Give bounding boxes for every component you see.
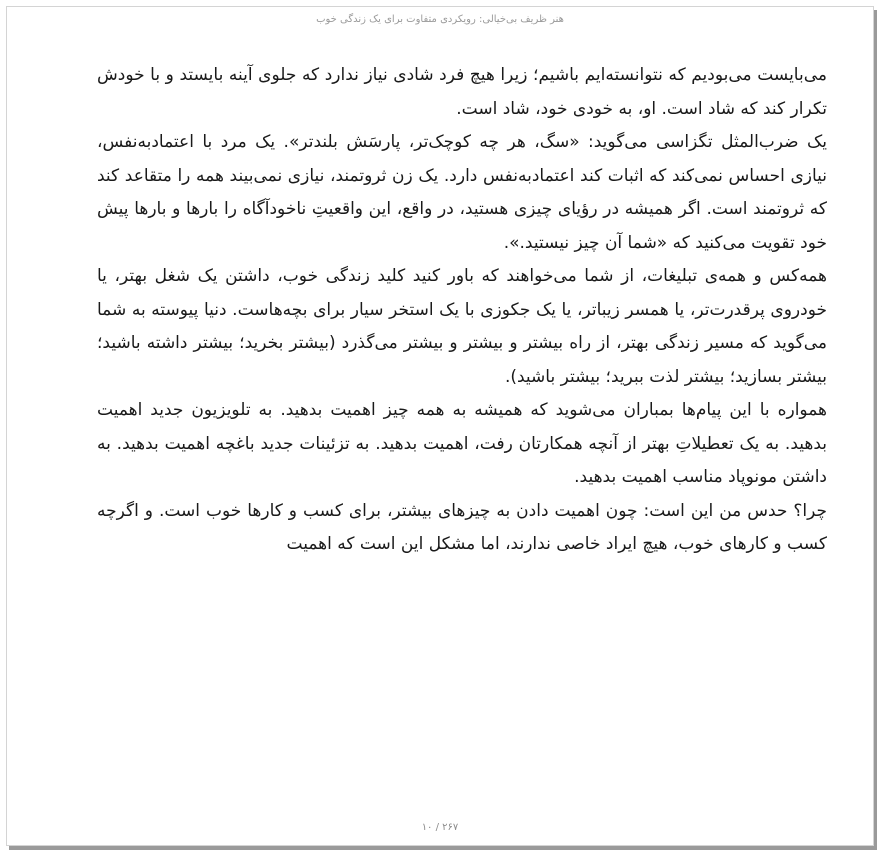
paragraph: می‌بایست می‌بودیم که نتوانسته‌ایم باشیم؛ زیرا هیچ فرد شادی نیاز ندارد که جلوی آینه بایستد و با خودش تکرار کند که شاد است. او، به خودی خود، شاد است.	[97, 65, 827, 119]
paragraph: همواره با این پیام‌ها بمباران می‌شوید که همیشه به همه چیز اهمیت بدهید. به تلویزیون جدید اهمیت بدهید. به یک تعطیلاتِ بهتر از آنچه همکارتان رفت، اهمیت بدهید. به تزئینات جدید باغچه اهمیت بدهید. به داشتن مونوپاد مناسب اهمیت بدهید.	[97, 400, 827, 487]
paragraph: همه‌کس و همه‌ی تبلیغات، از شما می‌خواهند که باور کنید کلید زندگی خوب، داشتن یک شغل بهتر، یا خودروی پرقدرت‌تر، یا همسر زیباتر، یا یک جکوزی با یک استخر سیار برای بچه‌هاست. دنیا پیوسته به شما می‌گوید که مسیر زندگی بهتر، از راه بیشتر و بیشتر و بیشتر می‌گذرد (بیشتر بخرید؛ بیشتر داشته باشید؛ بیشتر بسازید؛ بیشتر لذت ببرید؛ بیشتر باشید).	[97, 266, 827, 387]
body-text	[97, 59, 827, 562]
running-header: هنر ظریف بی‌خیالی: رویکردی متفاوت برای یک زندگی خوب	[316, 14, 564, 25]
paragraph: یک ضرب‌المثل تگزاسی می‌گوید: «سگ، هر چه کوچک‌تر، پارسَش بلندتر». یک مرد با اعتمادبه‌نفس، نیازی احساس نمی‌کند که اثبات کند اعتمادبه‌نفس دارد. یک زن ثروتمند، نیازی نمی‌بیند همه را متقاعد کند که ثروتمند است. اگر همیشه در رؤیای چیزی هستید، در واقع، این واقعیتِ ناخودآگاه را بارها و بارها پیش خود تقویت می‌کنید که «شما آن چیز نیستید.».	[97, 132, 827, 253]
paragraph: چرا؟ حدس من این است: چون اهمیت دادن به چیزهای بیشتر، برای کسب و کارها خوب است. و اگرچه کسب و کارهای خوب، هیچ ایراد خاصی ندارند، اما مشکل این است که اهمیت	[97, 500, 827, 554]
document-page	[6, 6, 874, 846]
page-number: ۲۶۷ / ۱۰	[421, 822, 459, 833]
